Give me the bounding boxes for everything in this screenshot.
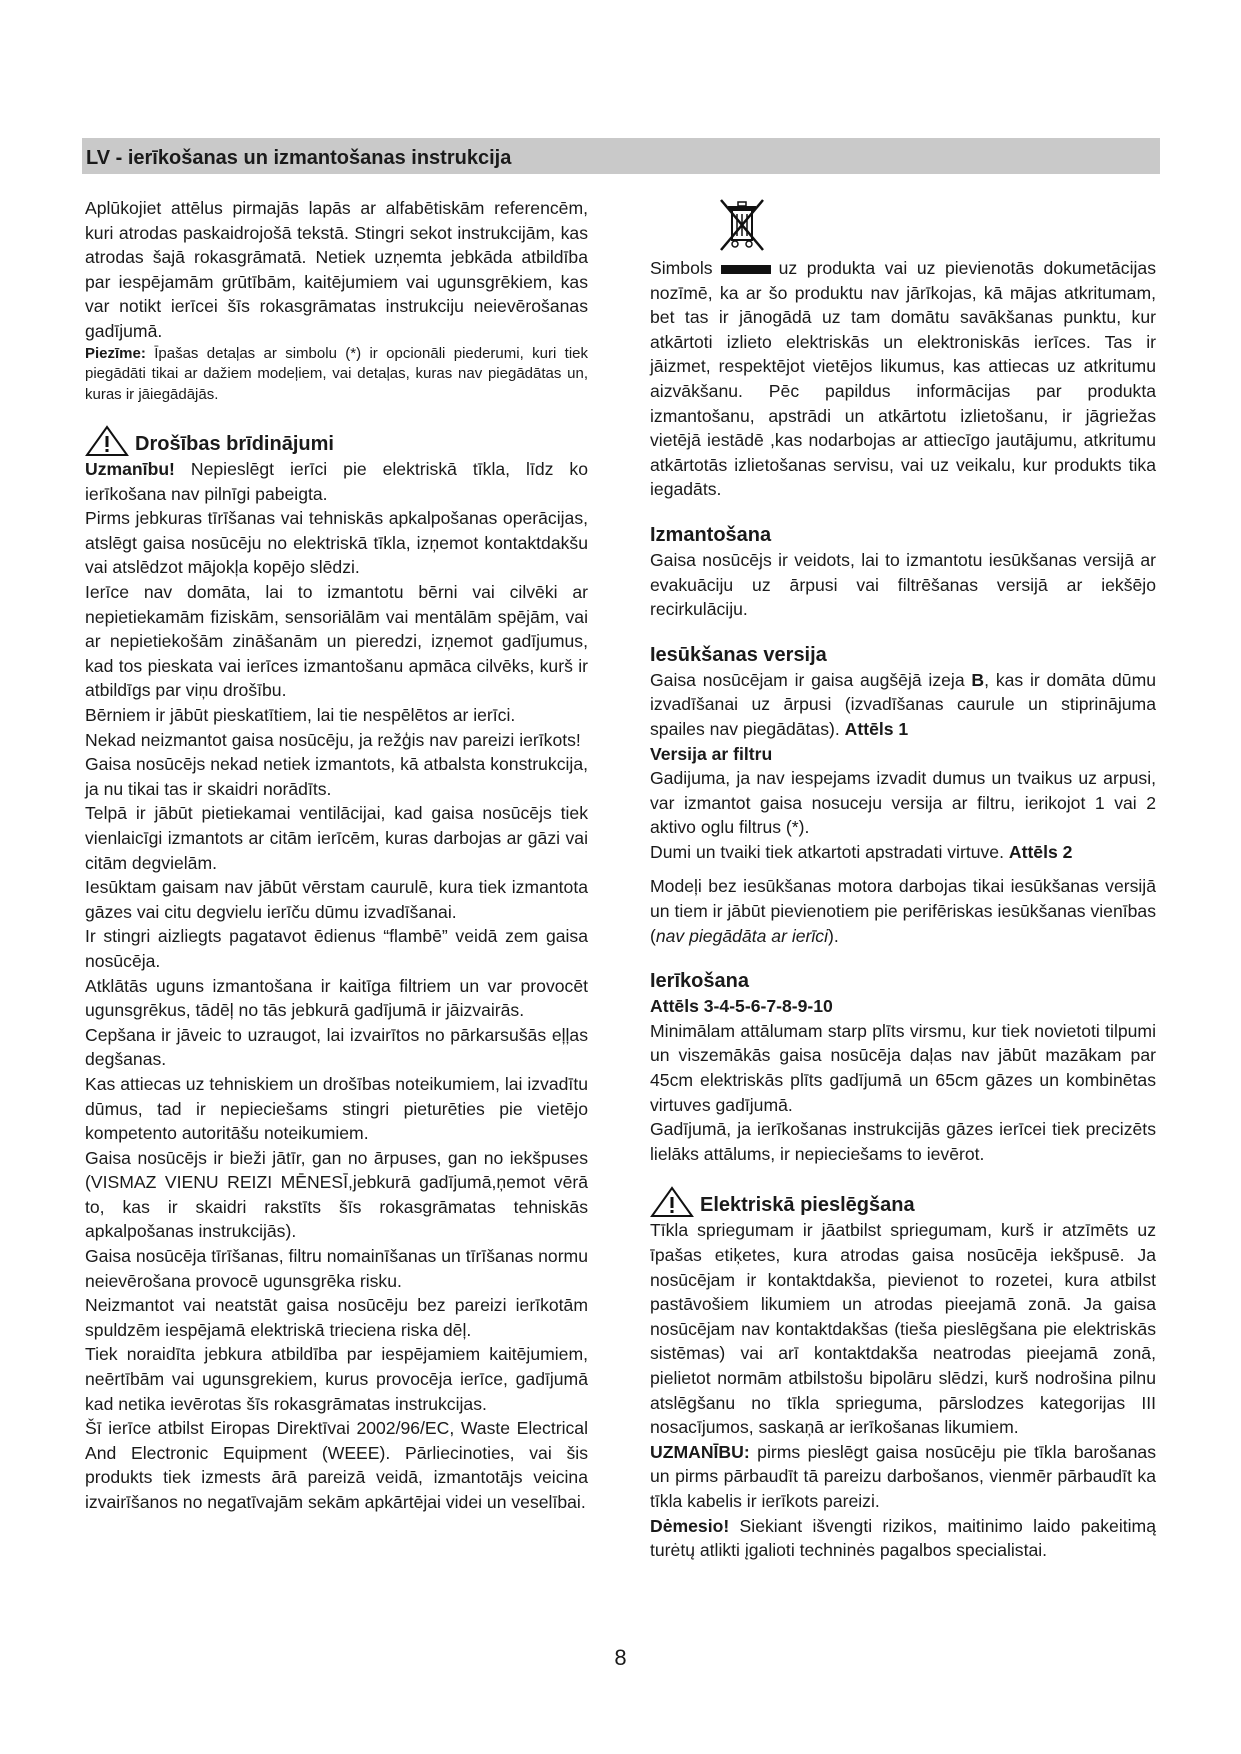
safety-title: Drošības brīdinājumi [135,433,334,456]
usage-title: Izmantošana [650,523,772,546]
install-title: Ierīkošana [650,970,749,993]
safety-paragraph: Nekad neizmantot gaisa nosūcēju, ja režģis nav pareizi ierīkots! [85,729,581,750]
page-number: 8 [614,1645,627,1670]
demesio-label: Dėmesio! [650,1515,730,1536]
usage-text: Gaisa nosūcējs ir veidots, lai to izmantotu iesūkšanas versijā ar evakuāciju uz ārpusi vai filtrēšanas versijā ar iekšējo recirkulāciju. [650,549,1156,620]
warning-triangle-icon [85,425,129,457]
safety-paragraph: Pirms jebkuras tīrīšanas vai tehniskās apkalpošanas operācijas, atslēgt gaisa nosūcēju no elektriskā tīkla, izņemot kontaktdakšu vai atslēdzot mājokļa kopējo slēdzi. [85,508,588,578]
suction-text-b: , kas ir domāta dūmu izvadīšanai uz ārpusi (izvadīšanas caurule un stiprinājuma spailes nav piegādātas). [650,669,1157,739]
install-text-2: Gadījumā, ja ierīkošanas instrukcijās gāzes ierīcei tiek precizēts lielāks attālums, ir nepieciešams to ievērot. [650,1119,1156,1164]
caution-paragraph [650,1440,1156,1514]
safety-paragraph: Tiek noraidīta jebkura atbildība par iespējamiem kaitējumiem, neērtībām vai ugunsgrekiem, kurus provocēja ierīce, gadījumā kad netika ievērotas šīs rokasgrāmatas instrukcijas. [85,1344,588,1414]
note-label: Piezīme: [85,344,146,362]
safety-paragraph: Kas attiecas uz tehniskiem un drošības noteikumiem, lai izvadītu dūmus, tad ir nepieciešams stingri pieturēties pie vietējo kompetento autoritāšu noteikumiem. [85,1073,588,1144]
safety-heading [85,425,588,457]
page-title: LV - ierīkošanas un izmantošanas instrukcija [86,147,512,169]
install-text-1: Minimālam attālumam starp plīts virsmu, kur tiek novietoti tilpumi un viszemākās gaisa nosūcēja daļas nav jābūt mazākam par 45cm elektriskās plīts gadījumā un 65cm gāzes un kombinētas virtuves gadījumā. [650,1020,1156,1115]
warning-triangle-icon [650,1186,694,1218]
safety-paragraph: Bērniem ir jābūt pieskatītiem, lai tie nespēlētos ar ierīci. [85,705,516,725]
demesio-paragraph [650,1514,1156,1563]
crossed-bin-icon [713,196,771,254]
attention-paragraph [85,457,588,506]
figure-1-ref: Attēls 1 [844,718,909,739]
safety-paragraph: Iesūktam gaisam nav jābūt vērstam caurulē, kura tiek izmantota gāzes vai citu degvielu ierīču dūmu izvadīšanai. [85,877,588,922]
safety-paragraph: Gaisa nosūcēja tīrīšanas, filtru nomainīšanas un tīrīšanas normu neievērošana provocē ugunsgrēka risku. [85,1246,588,1291]
filter-text-1: Gadijuma, ja nav iespejams izvadit dumus un tvaikus uz arpusi, var izmantot gaisa nosuceju versija ar filtru, ierikojot 1 vai 2 aktivo oglu filtrus (*). [650,768,1156,838]
demesio-text: Siekiant išvengti rizikos, maitinimo laido pakeitimą turėtų atlikti įgalioti techninės pagalbos specialistai. [650,1515,1156,1561]
attention-label: Uzmanību! [85,459,175,480]
filter-text-2: Dumi un tvaiki tiek atkartoti apstradati virtuve. [650,841,1004,862]
models-paragraph [650,874,1156,948]
filter-paragraph-2 [650,840,1156,865]
safety-paragraph: Šī ierīce atbilst Eiropas Direktīvai 2002/96/EC, Waste Electrical And Electronic Equipment (WEEE). Pārliecinoties, vai šis produkts tiek izmests ārā pareizā veidā, izmantotājs veicina izvairīšanos no negatīvajām sekām apkārtējai videi un veselībai. [85,1418,588,1512]
caution-label: UZMANĪBU: [650,1441,750,1462]
electric-heading [650,1186,1156,1218]
electric-text: Tīkla spriegumam ir jāatbilst spriegumam, kurš ir atzīmēts uz īpašas etiķetes, kura atrodas gaisa nosūcēja iekšpusē. Ja nosūcējam ir kontaktdakša, pievienot to rozetei, kura atbilst pastāvošiem likumiem un atrodas pieejamā zonā. Ja gaisa nosūcējam nav kontaktdakšas (tieša pieslēgšana pie elektriskās sistēmas) vai arī kontaktdakša neatrodas pieejamā zonā, pielietot normām atbilstošu bipolāru slēdzi, kurš nodrošina pilnu atslēgšanu no tīkla sprieguma, pārslodzes kategorijas III nosacījumos, saskaņā ar ierīkošanas likumiem. [650,1220,1156,1438]
suction-text-a: Gaisa nosūcējam ir gaisa augšējā izeja [650,669,965,690]
figure-2-ref: Attēls 2 [1008,841,1073,862]
models-italic: nav piegādāta ar ierīci [655,925,828,946]
models-text-a: Modeļi bez iesūkšanas motora darbojas tikai iesūkšanas versijā un tiem ir jābūt pievienotiem pie perifēriskas iesūkšanas vienības ( [650,876,1156,946]
models-text-b: ). [828,925,839,946]
left-column [85,196,588,1515]
safety-paragraph: Neizmantot vai neatstāt gaisa nosūcēju bez pareizi ierīkotām spuldzēm iespējamā elektriskā trieciena riska dēļ. [85,1295,588,1340]
note-text: Īpašas detaļas ar simbolu (*) ir opcionāli piederumi, kuri tiek piegādāti tikai ar dažiem modeļiem, vai detaļas, kuras nav piegādātas un, kuras ir jāiegādājās. [85,344,588,403]
suction-title: Iesūkšanas versija [650,643,827,666]
header-bar [82,138,1160,174]
filter-title: Versija ar filtru [650,743,773,764]
caution-text: pirms pieslēgt gaisa nosūcēju pie tīkla barošanas un pirms pārbaudīt tā pareizu darbošanos, vienmēr pārbaudīt ka tīkla kabelis ir ierīkots pareizi. [650,1441,1156,1511]
symbol-word: Simbols [650,258,713,278]
outlet-b-label: B [971,669,985,690]
safety-paragraph: Ir stingri aizliegts pagatavot ēdienus “flambē” veidā zem gaisa nosūcēja. [85,926,588,971]
bar-symbol-icon [721,265,771,274]
symbol-text: uz produkta vai uz pievienotās dokumetācijas nozīmē, ka ar šo produktu nav jārīkojas, kā mājas atkritumam, bet tas ir jānogādā uz tam domātu savākšanas punktu, kur atkārtoti izlieto elektriskās un elektroniskās ierīces. Tas ir jāizmet, respektējot vietējos likumus, kas attiecas uz atkritumu aizvākšanu. Pēc papildus informācijas par produkta izmantošanu, apstrādi un atkārtotu izlietošanu, ir jāgriežas vietējā iestādē ,kas nodarbojas ar attiecīgo jautājumu, atkritumu atkārtotās izlietošanas servisu, vai uz veikalu, kur produkts tika iegadāts. [650,258,1156,500]
safety-paragraph: Gaisa nosūcējs nekad netiek izmantots, kā atbalsta konstrukcija, ja nu tikai tas ir skaidri norādīts. [85,754,588,799]
weee-paragraph [650,256,1156,502]
safety-paragraph: Ierīce nav domāta, lai to izmantotu bērni vai cilvēki ar nepietiekamām fiziskām, sensoriālām vai mentālām spējām, vai ar nepietiekošām zināšanām un pieredzi, izņemot gadījumus, kad tos pieskata vai ierīces izmantošanu apmāca cilvēks, kurš ir atbildīgs par viņu drošību. [85,582,588,701]
install-figures-ref: Attēls 3-4-5-6-7-8-9-10 [650,996,833,1017]
safety-paragraph: Cepšana ir jāveic to uzraugot, lai izvairītos no pārkarsušās eļļas degšanas. [85,1024,588,1070]
safety-paragraph: Telpā ir jābūt pietiekamai ventilācijai, kad gaisa nosūcējs tiek vienlaicīgi izmantots ar citām ierīcēm, kuras darbojas ar gāzi vai citām degvielām. [85,803,588,873]
right-column [650,196,1156,1563]
suction-paragraph [650,668,1156,742]
note-paragraph [85,344,588,406]
electric-title: Elektriskā pieslēgšana [700,1194,915,1217]
attention-text: Nepieslēgt ierīci pie elektriskā tīkla, līdz ko ierīkošana nav pilnīgi pabeigta. [85,459,588,504]
safety-paragraph: Atklātās uguns izmantošana ir kaitīga filtriem un var provocēt ugunsgrēkus, tādēļ no tās jebkurā gadījumā ir jāizvairās. [85,975,588,1021]
weee-symbol [650,196,1156,254]
intro-paragraph: Aplūkojiet attēlus pirmajās lapās ar alfabētiskām referencēm, kuri atrodas paskaidrojošā tekstā. Stingri sekot instrukcijām, kas atrodas šajā rokasgrāmatā. Netiek uzņemta jebkāda atbildība par iespējamām grūtībām, kaitējumiem vai ugunsgrēkiem, kas var notikt ierīcei šīs rokasgrāmatas instrukciju neievērošanas gadījumā. [85,198,588,341]
safety-paragraph: Gaisa nosūcējs ir bieži jātīr, gan no ārpuses, gan no iekšpuses (VISMAZ VIENU REIZI MĒNESĪ,jebkurā gadījumā,ņemot vērā to, kas ir skaidri rakstīts šīs rokasgrāmatas tehniskās apkalpošanas instrukcijās). [85,1147,588,1242]
